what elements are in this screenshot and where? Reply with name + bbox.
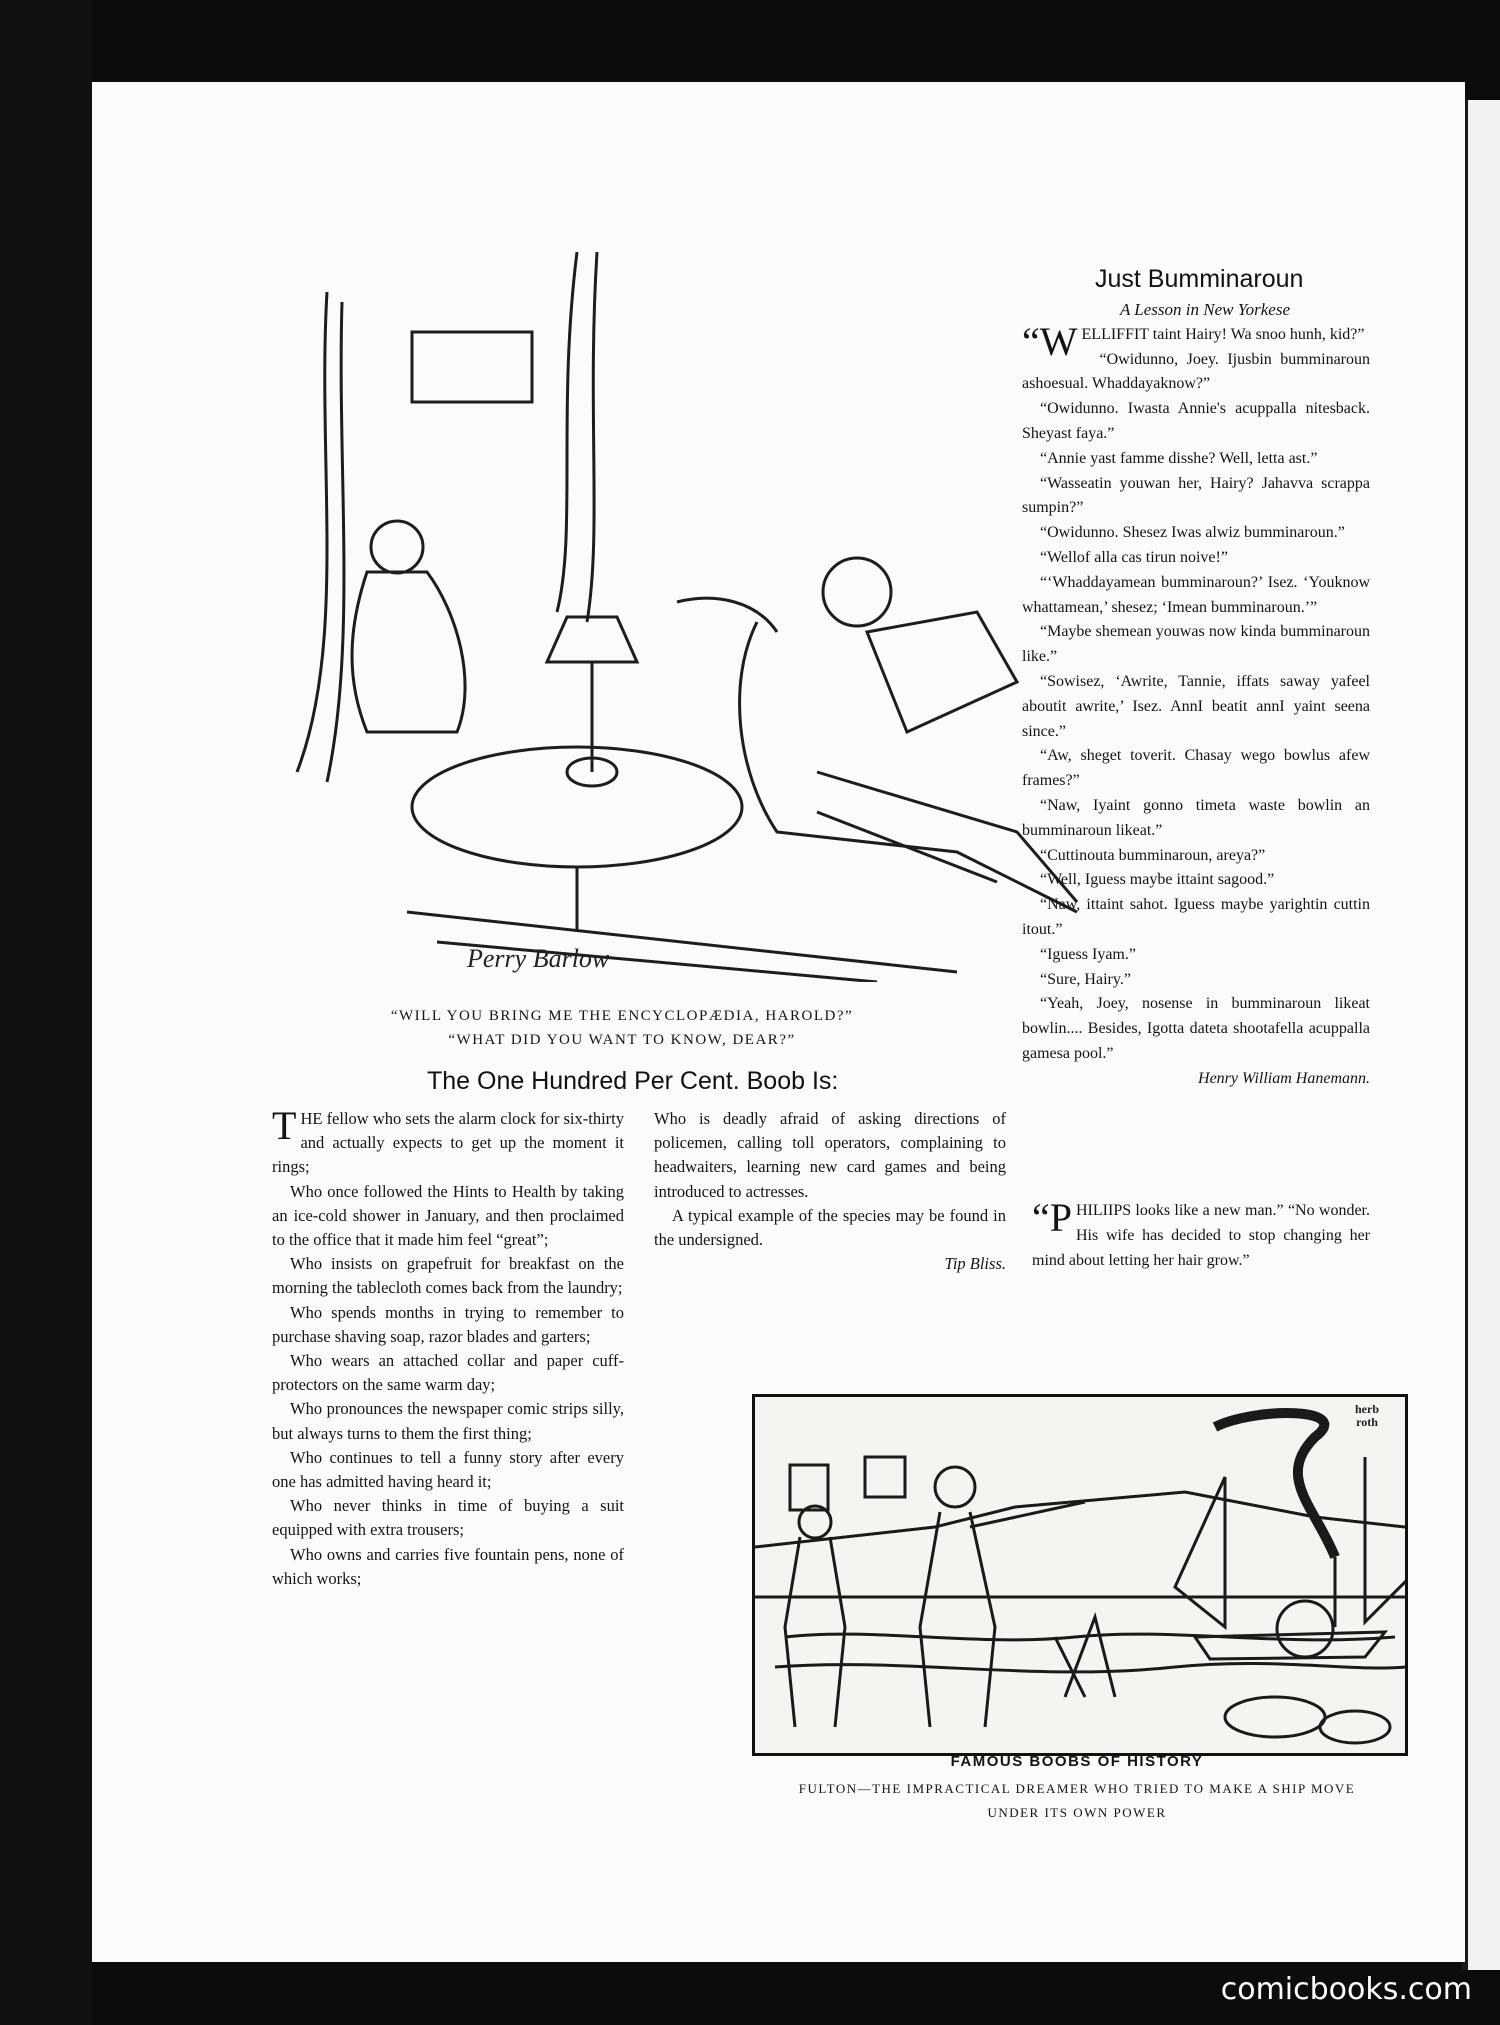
bumminaroun-para-14: “Naw, ittaint sahot. Iguess maybe yarightin cuttin itout.” <box>1022 896 1370 938</box>
boob-right-column <box>654 1107 1006 1276</box>
bumminaroun-para-15: “Iguess Iyam.” <box>1040 945 1136 963</box>
scan-border-left <box>0 0 92 2025</box>
top-cartoon-caption <box>272 1004 972 1052</box>
bumminaroun-byline: Henry William Hanemann. <box>1198 1069 1370 1087</box>
bumminaroun-para-3: “Annie yast famme disshe? Well, letta ast.” <box>1040 449 1318 467</box>
bumminaroun-para-4: “Wasseatin youwan her, Hairy? Jahavva scrappa sumpin?” <box>1022 474 1370 517</box>
bumminaroun-para-16: “Sure, Hairy.” <box>1040 970 1131 988</box>
fulton-caption-line-2: UNDER ITS OWN POWER <box>987 1805 1167 1820</box>
philips-joke <box>1032 1195 1370 1273</box>
site-watermark: comicbooks.com <box>1220 1972 1472 2007</box>
bumminaroun-para-13: “Well, Iguess maybe ittaint sagood.” <box>1040 871 1275 889</box>
bumminaroun-para-10: “Aw, sheget toverit. Chasay wego bowlus afew frames?” <box>1022 747 1370 790</box>
fulton-caption <box>707 1777 1447 1825</box>
artist-signature: Perry Barlow <box>467 944 610 973</box>
boob-para-3: Who spends months in trying to remember to purchase shaving soap, razor blades and garters; <box>272 1302 624 1346</box>
boob-byline: Tip Bliss. <box>944 1254 1006 1274</box>
boob-article-title: The One Hundred Per Cent. Boob Is: <box>427 1067 839 1095</box>
bumminaroun-para-0: ELLIFFIT taint Hairy! Wa snoo hunh, kid?” <box>1081 325 1365 343</box>
boob-para-4: Who wears an attached collar and paper cuff-protectors on the same warm day; <box>272 1351 624 1395</box>
bumminaroun-para-7: “‘Whaddayamean bumminaroun?’ Isez. ‘Youknow whattamean,’ shesez; ‘Imean bumminaroun.’” <box>1022 573 1370 616</box>
boob-para-8: Who owns and carries five fountain pens, none of which works; <box>272 1544 624 1588</box>
adjacent-page-edge <box>1462 100 1500 1970</box>
bumminaroun-para-8: “Maybe shemean youwas now kinda bumminaroun like.” <box>1022 623 1370 666</box>
philips-dropcap: “P <box>1032 1195 1072 1240</box>
boob-right-para-1: A typical example of the species may be found in the undersigned. <box>654 1205 1006 1250</box>
boob-para-5: Who pronounces the newspaper comic strips silly, but always turns to them the first thing; <box>272 1399 624 1443</box>
bumminaroun-para-5: “Owidunno. Shesez Iwas alwiz bumminaroun.” <box>1040 524 1345 542</box>
bumminaroun-para-11: “Naw, Iyaint gonno timeta waste bowlin an bumminaroun likeat.” <box>1022 796 1370 839</box>
bumminaroun-para-17: “Yeah, Joey, nosense in bumminaroun likeat bowlin.... Besides, Igotta dateta shootafella acuppalla gamesa pool.” <box>1022 995 1370 1062</box>
bumminaroun-dropcap: “W <box>1022 318 1078 364</box>
bumminaroun-subtitle: A Lesson in New Yorkese <box>1119 300 1291 319</box>
bumminaroun-para-6: “Wellof alla cas tirun noive!” <box>1040 548 1228 566</box>
boob-para-1: Who once followed the Hints to Health by taking an ice-cold shower in January, and then proclaimed to the office that it made him feel “great”; <box>272 1181 624 1250</box>
fulton-drawing <box>755 1397 1405 1753</box>
bumminaroun-para-9: “Sowisez, ‘Awrite, Tannie, iffats saway yafeel aboutit awrite,’ Isez. AnnI beatit annI yaint seena since.” <box>1022 672 1370 740</box>
bumminaroun-para-1: “Owidunno, Joey. Ijusbin bumminaroun ashoesual. Whaddayaknow?” <box>1022 350 1370 393</box>
reading-room-illustration <box>257 212 1097 982</box>
boob-left-column <box>272 1103 624 1591</box>
philips-text: HILIIPS looks like a new man.” “No wonder. His wife has decided to stop changing her mind about letting her hair grow.” <box>1032 1202 1370 1269</box>
fulton-cartoon <box>752 1394 1408 1756</box>
boob-para-0: HE fellow who sets the alarm clock for six-thirty and actually expects to get up the moment it rings; <box>272 1109 624 1177</box>
bumminaroun-para-2: “Owidunno. Iwasta Annie's acuppalla nitesback. Sheyast faya.” <box>1022 400 1370 442</box>
caption-line-2: “WHAT DID YOU WANT TO KNOW, DEAR?” <box>448 1032 796 1048</box>
famous-boobs-title: FAMOUS BOOBS OF HISTORY <box>950 1753 1204 1770</box>
boob-dropcap: T <box>272 1103 297 1148</box>
magazine-page <box>92 82 1465 1962</box>
reading-room-drawing <box>257 212 1097 982</box>
bumminaroun-title: Just Bumminaroun <box>1095 265 1304 293</box>
boob-para-7: Who never thinks in time of buying a suit equipped with extra trousers; <box>272 1496 624 1540</box>
boob-right-para-0: Who is deadly afraid of asking directions of policemen, calling toll operators, complaining to headwaiters, learning new card games and being introduced to actresses. <box>654 1109 1006 1201</box>
herb-roth-signature: herb roth <box>1355 1402 1379 1429</box>
boob-para-2: Who insists on grapefruit for breakfast on the morning the tablecloth comes back from the laundry; <box>272 1254 624 1298</box>
bumminaroun-column <box>1022 298 1370 1092</box>
bumminaroun-para-12: “Cuttinouta bumminaroun, areya?” <box>1040 846 1266 864</box>
fulton-caption-line-1: FULTON—THE IMPRACTICAL DREAMER WHO TRIED TO MAKE A SHIP MOVE <box>798 1781 1356 1796</box>
caption-line-1: “WILL YOU BRING ME THE ENCYCLOPÆDIA, HAROLD?” <box>390 1008 854 1024</box>
boob-para-6: Who continues to tell a funny story after every one has admitted having heard it; <box>272 1447 624 1492</box>
